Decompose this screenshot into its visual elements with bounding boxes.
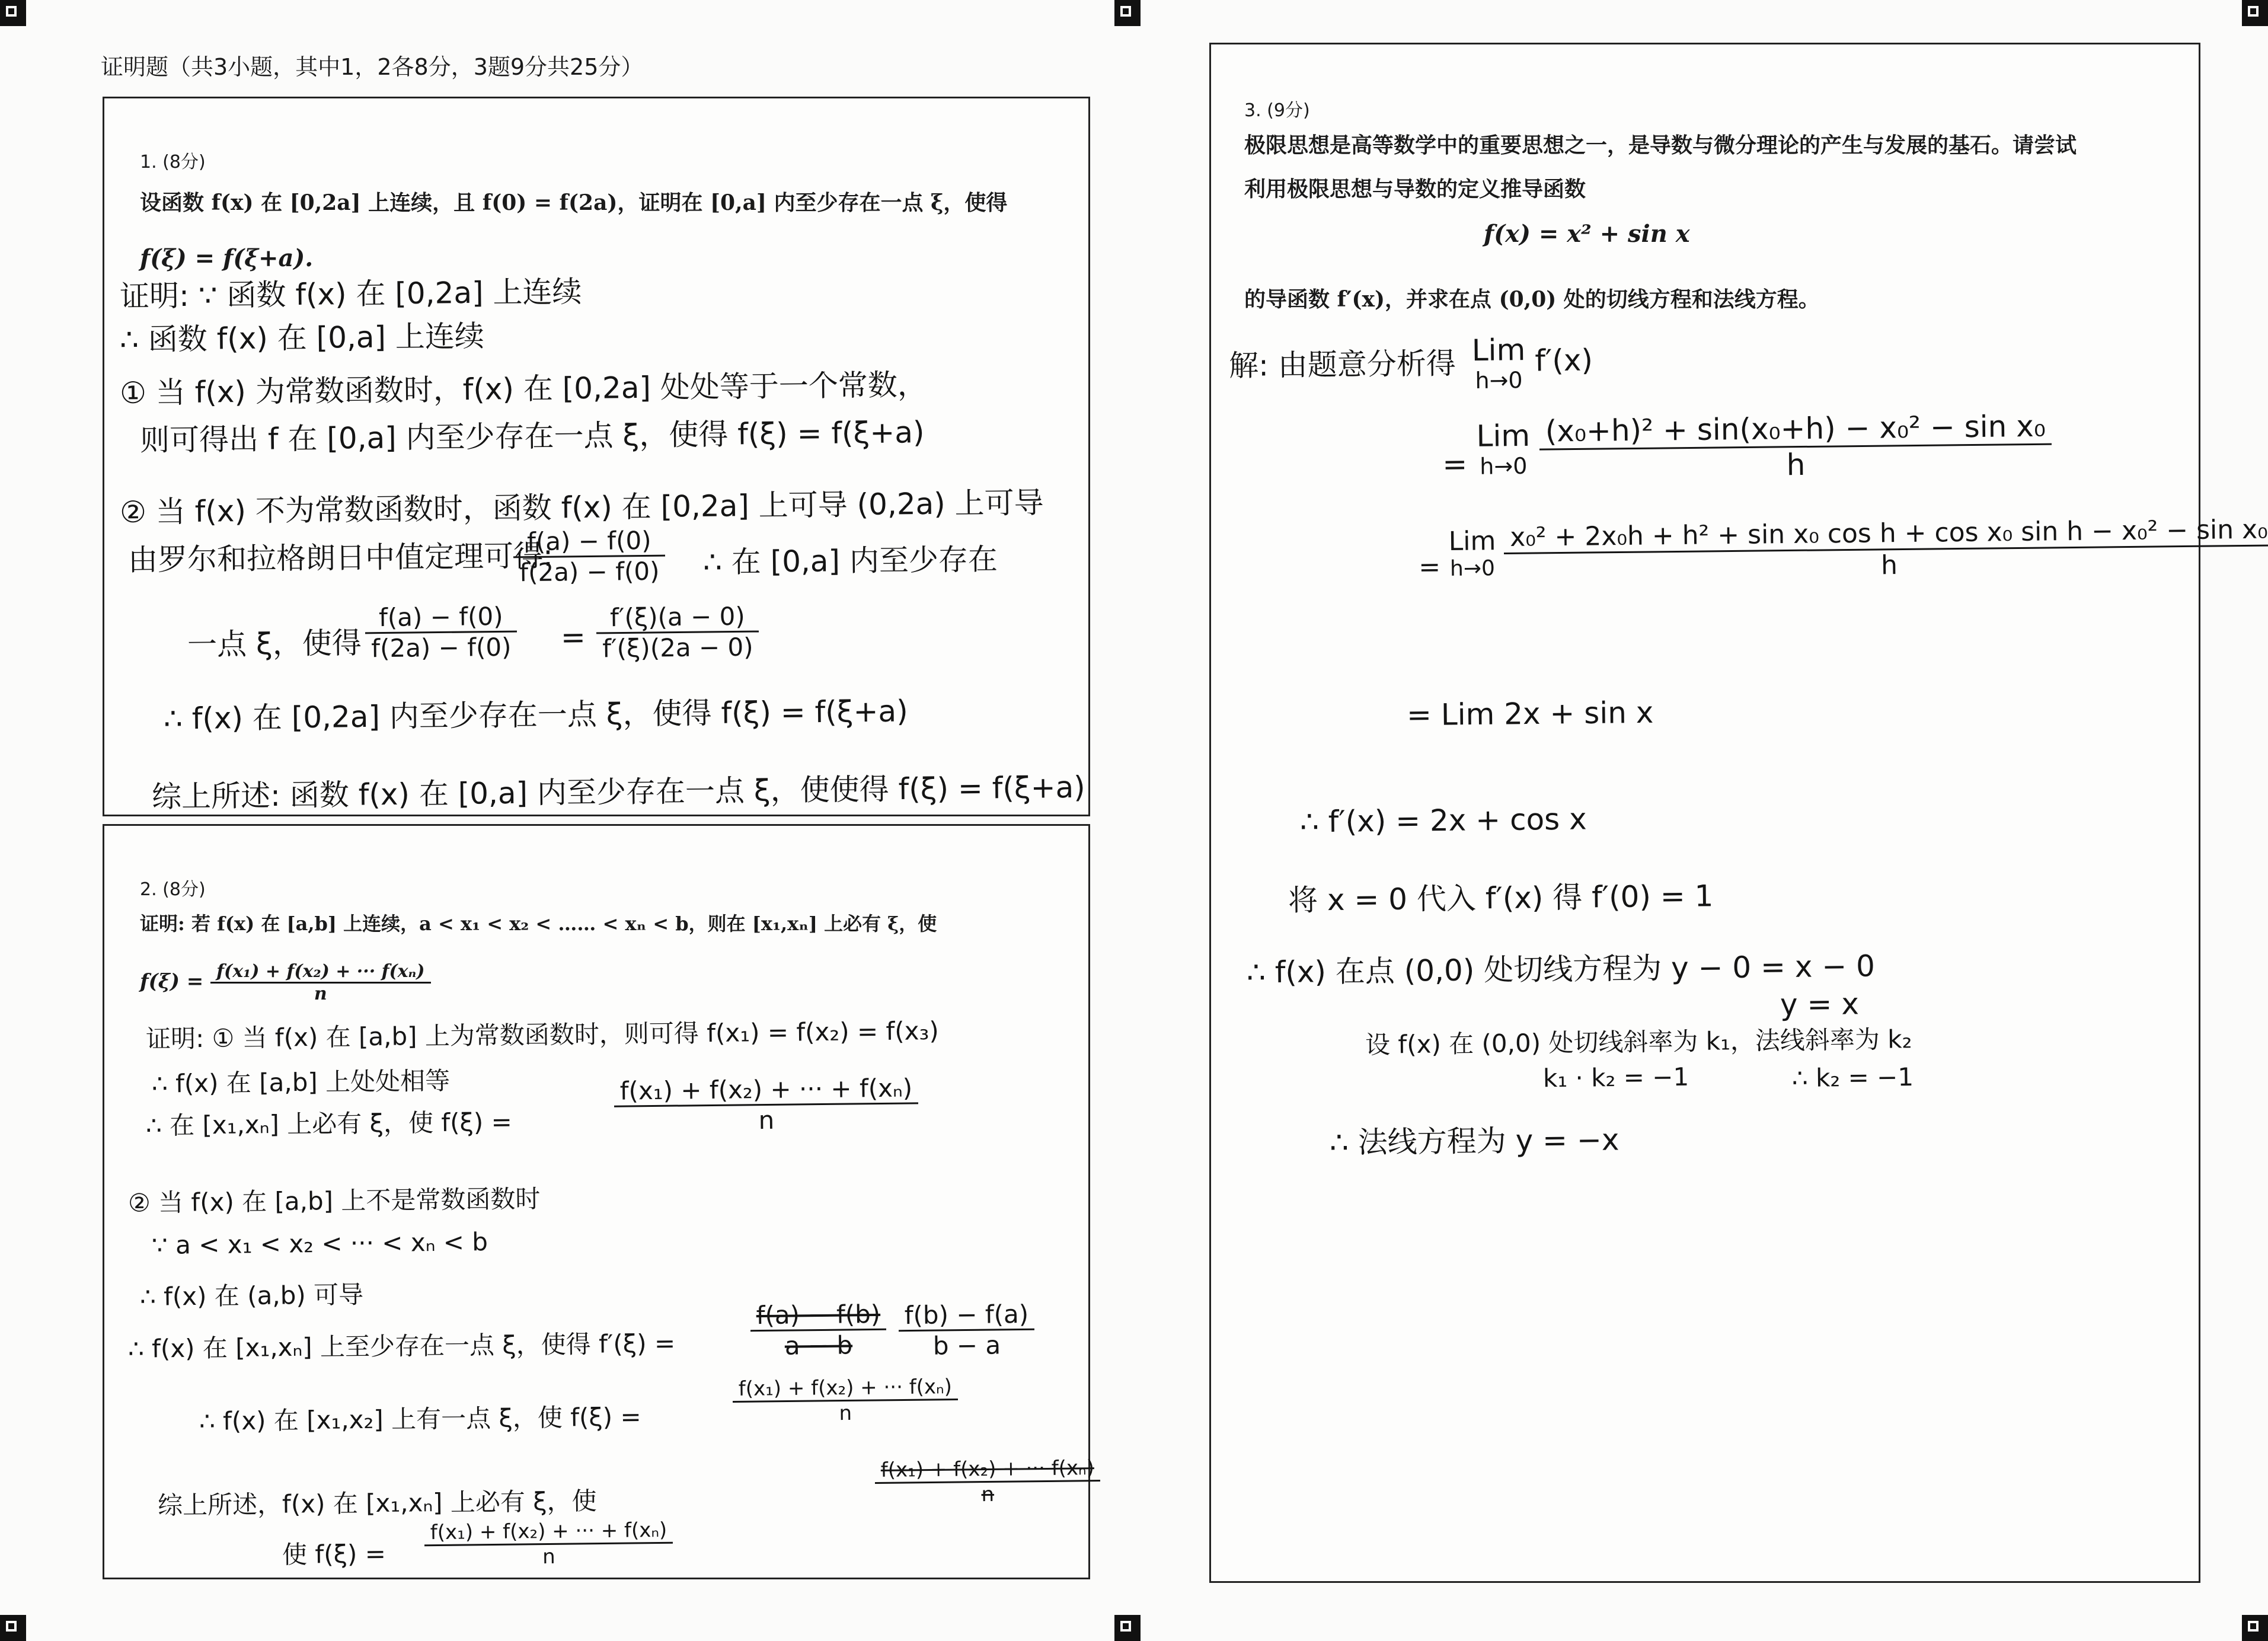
q1-fraction-c-denominator: f′(ξ)(2a − 0) [602, 632, 753, 663]
q3-lim-subscript: h→0 [1449, 555, 1496, 581]
q3-step-1-numerator: (x₀+h)² + sin(x₀+h) − x₀² − sin x₀ [1539, 409, 2052, 451]
q1-fraction-c-numerator: f′(ξ)(a − 0) [596, 602, 759, 634]
q1-answer-line: ∴ f(x) 在 [0,2a] 内至少存在一点 ξ，使得 f(ξ) = f(ξ+a) [163, 694, 908, 736]
q2-fraction-c-numerator: f(b) − f(a) [898, 1300, 1034, 1332]
q3-lim-subscript: h→0 [1475, 367, 1523, 394]
q2-answer-line: ∴ f(x) 在 (a,b) 可导 [139, 1280, 364, 1311]
corner-marker-top-right [2242, 0, 2268, 26]
q1-fraction-c [596, 602, 759, 663]
q2-answer-line: ② 当 f(x) 在 [a,b] 上不是常数函数时 [127, 1184, 541, 1218]
question-1-statement: 设函数 f(x) 在 [0,2a] 上连续，且 f(0) = f(2a)，证明在 [0,a] 内至少存在一点 ξ，使得 [140, 190, 1008, 215]
q1-fraction-b [365, 602, 517, 663]
q2-fraction-f-numerator: f(x₁) + f(x₂) + ··· + f(xₙ) [424, 1518, 673, 1546]
question-2-number: 2. (8分) [140, 879, 206, 900]
q2-fraction-b-numerator: f(a) − f(b) [750, 1300, 886, 1332]
q2-answer-line: ∴ f(x) 在 [x₁,xₙ] 上至少存在一点 ξ，使得 f′(ξ) = [127, 1329, 676, 1364]
question-3-number: 3. (9分) [1244, 100, 1310, 121]
question-2-formula-lhs: f(ξ) = [140, 969, 204, 994]
q1-equals-sign: = [560, 620, 586, 655]
q2-fraction-a-denominator: n [758, 1105, 775, 1135]
q2-fraction-a [614, 1073, 918, 1136]
q1-fraction-a-numerator: f(a) − f(0) [513, 526, 665, 558]
q2-fraction-d-numerator: f(x₁) + f(x₂) + ··· f(xₙ) [733, 1375, 959, 1403]
corner-marker-bottom-right [2242, 1615, 2268, 1641]
question-2-formula-numerator: f(x₁) + f(x₂) + ··· f(xₙ) [210, 961, 430, 984]
q2-answer-line: ∴ f(x) 在 [x₁,x₂] 上有一点 ξ，使 f(ξ) = [199, 1402, 641, 1436]
q3-substitution: 将 x = 0 代入 f′(x) 得 f′(0) = 1 [1288, 879, 1714, 918]
q2-fraction-b [750, 1300, 886, 1361]
q3-slope-product: k₁ · k₂ = −1 [1542, 1062, 1689, 1093]
q2-fraction-c [898, 1300, 1034, 1361]
q2-fraction-c-denominator: b − a [932, 1330, 1001, 1361]
question-2-box [103, 824, 1095, 1579]
q3-lim-subscript: h→0 [1480, 452, 1528, 480]
q1-fraction-a [513, 526, 665, 588]
question-3-statement-line-2: 利用极限思想与导数的定义推导函数 [1244, 177, 1586, 202]
q3-step-2: = Lim h→0 $\frac{\text{x₀² + 2x₀h + h² + sin x₀ cos h + cos x₀ sin h − x₀² − sin x₀}}{h}$ [1418, 514, 2268, 585]
q2-fraction-f-denominator: n [542, 1544, 555, 1569]
q3-derivative-result: ∴ f′(x) = 2x + cos x [1299, 802, 1587, 839]
question-3-statement-line-1: 极限思想是高等数学中的重要思想之一，是导数与微分理论的产生与发展的基石。请尝试 [1244, 133, 2077, 158]
q2-fraction-f [424, 1518, 673, 1570]
q1-fraction-b-denominator: f(2a) − f(0) [371, 632, 512, 663]
q3-step-3: = Lim 2x + sin x [1406, 695, 1654, 733]
question-1-number: 1. (8分) [140, 152, 206, 173]
q1-answer-line: 由罗尔和拉格朗日中值定理可得: [127, 538, 554, 577]
q2-answer-line: ∴ 在 [x₁,xₙ] 上必有 ξ，使 f(ξ) = [145, 1107, 513, 1141]
question-1-box [103, 97, 1090, 816]
q2-fraction-d [733, 1375, 959, 1426]
q2-fraction-d-denominator: n [839, 1401, 852, 1426]
question-2-statement: 证明: 若 f(x) 在 [a,b] 上连续，a < x₁ < x₂ < …… < xₙ < b，则在 [x₁,xₙ] 上必有 ξ，使 [140, 912, 937, 935]
q1-answer-line: 一点 ξ，使得 [187, 625, 362, 662]
q1-conclusion: 综上所述: 函数 f(x) 在 [0,a] 内至少存在一点 ξ，使使得 f(ξ) = f(ξ+a) [151, 770, 1086, 815]
q3-slope-setup: 设 f(x) 在 (0,0) 处切线斜率为 k₁，法线斜率为 k₂ [1365, 1024, 1912, 1059]
q2-fraction-b-denominator: a − b [784, 1330, 853, 1361]
q3-intro: 解: 由题意分析得 [1228, 346, 1456, 384]
q1-answer-line: ② 当 f(x) 不为常数函数时，函数 f(x) 在 [0,2a] 上可导 (0,2a) 上可导 [119, 485, 1044, 530]
question-3-box [1209, 43, 2268, 1583]
q3-lim-label: Lim [1471, 333, 1526, 368]
q2-answer-line: ∵ a < x₁ < x₂ < ··· < xₙ < b [151, 1227, 488, 1260]
q3-step-2-denominator: h [1880, 550, 1898, 581]
question-3-formula: f(x) = x² + sin x [1484, 220, 1690, 248]
q3-lim-0 [1471, 332, 1593, 394]
q3-tangent-result: y = x [1780, 986, 1860, 1022]
q1-answer-line: ∴ 函数 f(x) 在 [0,a] 上连续 [119, 318, 485, 357]
q3-normal-slope: ∴ k₂ = −1 [1791, 1062, 1914, 1093]
q1-fraction-b-numerator: f(a) − f(0) [365, 602, 517, 634]
q1-fraction-a-denominator: f(2a) − f(0) [519, 556, 660, 588]
q1-answer-line: 则可得出 f 在 [0,a] 内至少存在一点 ξ，使得 f(ξ) = f(ξ+a) [139, 415, 925, 458]
section-title: 证明题（共3小题，其中1，2各8分，3题9分共25分） [101, 54, 644, 80]
q1-answer-line: ∴ 在 [0,a] 内至少存在 [702, 542, 998, 580]
q3-tangent-line: ∴ f(x) 在点 (0,0) 处切线方程为 y − 0 = x − 0 [1246, 949, 1876, 990]
q2-fraction-a-numerator: f(x₁) + f(x₂) + ··· + f(xₙ) [614, 1073, 918, 1107]
corner-marker-bottom-center [1114, 1615, 1141, 1641]
question-3-statement-line-3: 的导函数 f′(x)，并求在点 (0,0) 处的切线方程和法线方程。 [1244, 287, 1820, 312]
q3-step-0: f′(x) [1535, 343, 1593, 378]
q3-step-1: = Lim h→0 $\frac{\text{(x₀+h)² + sin(x₀+h) − x₀² − sin x₀}}{h}$ [1442, 409, 2052, 486]
q3-step-1-denominator: h [1786, 447, 1806, 483]
q1-answer-line: 证明: ∵ 函数 f(x) 在 [0,2a] 上连续 [119, 274, 582, 314]
q2-answer-line: ∴ f(x) 在 [a,b] 上处处相等 [151, 1066, 451, 1099]
q1-answer-line: ① 当 f(x) 为常数函数时，f(x) 在 [0,2a] 处处等于一个常数， [119, 367, 928, 411]
q3-step-2-numerator: x₀² + 2x₀h + h² + sin x₀ cos h + cos x₀ sin h − x₀² − sin x₀ [1504, 514, 2268, 554]
q2-answer-line: 使 f(ξ) = [282, 1539, 386, 1569]
q3-normal-line: ∴ 法线方程为 y = −x [1329, 1122, 1619, 1160]
q2-answer-line: 综上所述，f(x) 在 [x₁,xₙ] 上必有 ξ，使 [157, 1486, 597, 1520]
q2-fraction-e-denominator: n [981, 1482, 995, 1507]
q2-fraction-e-numerator: f(x₁) + f(x₂) + ··· f(xₙ) [875, 1456, 1101, 1484]
q3-lim-label: Lim [1448, 525, 1496, 557]
question-2-formula-denominator: n [314, 984, 327, 1004]
q3-lim-label: Lim [1476, 418, 1531, 454]
question-2-formula [140, 961, 431, 1004]
question-1-formula: f(ξ) = f(ξ+a). [140, 244, 314, 272]
q2-fraction-e [875, 1456, 1101, 1508]
corner-marker-bottom-left [0, 1615, 26, 1641]
corner-marker-top-center [1114, 0, 1141, 26]
q2-answer-line: 证明: ① 当 f(x) 在 [a,b] 上为常数函数时，则可得 f(x₁) = f(x₂) = f(x₃) [145, 1016, 939, 1054]
corner-marker-top-left [0, 0, 26, 26]
